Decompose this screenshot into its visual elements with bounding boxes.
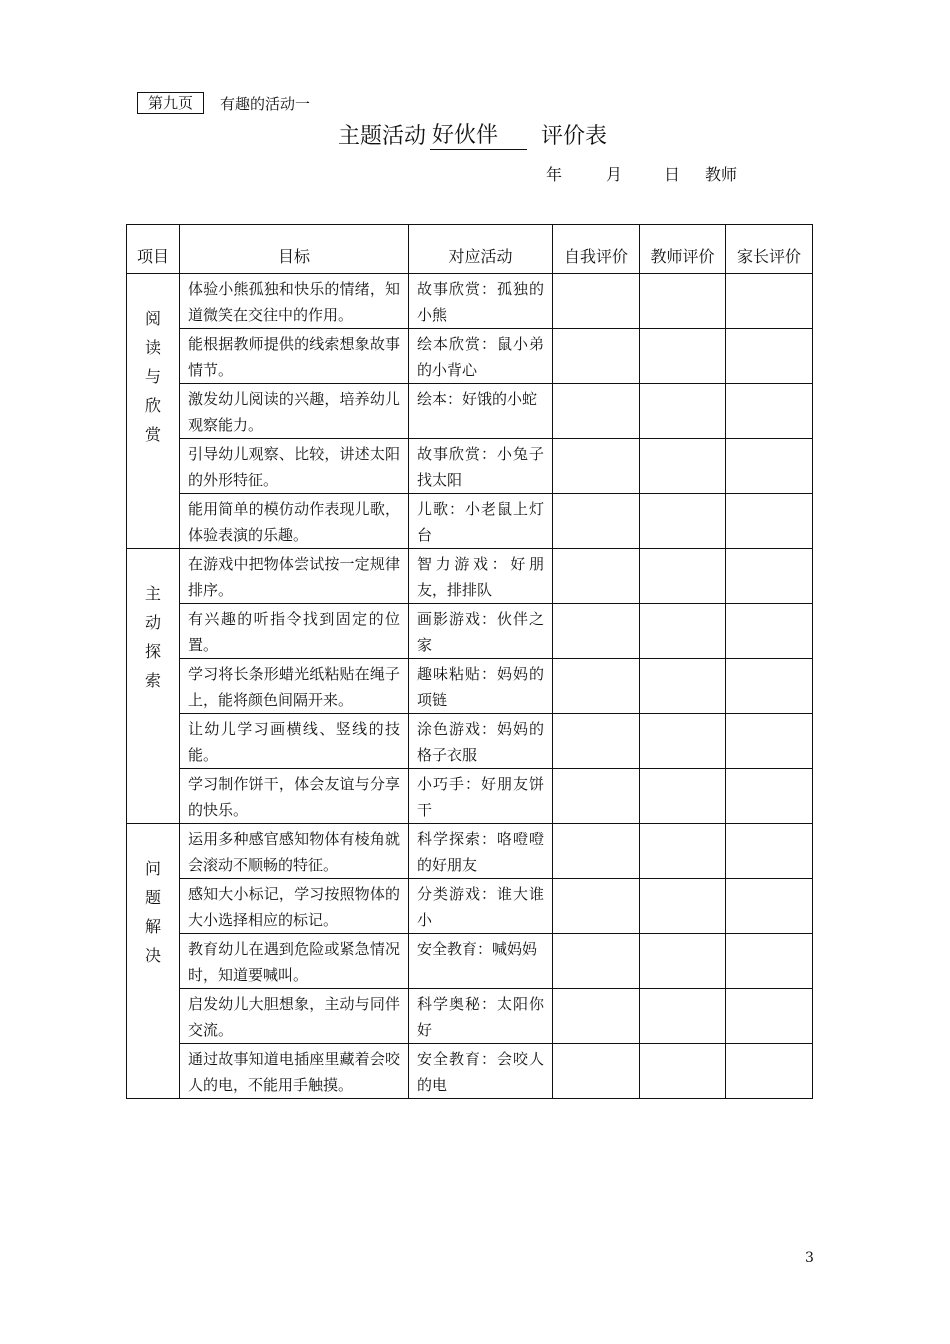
self-evaluation-cell[interactable] (553, 934, 640, 989)
parent-evaluation-cell[interactable] (726, 604, 813, 659)
category-char: 动 (144, 613, 161, 632)
teacher-evaluation-cell[interactable] (640, 714, 726, 769)
teacher-evaluation-cell[interactable] (640, 604, 726, 659)
teacher-evaluation-cell[interactable] (640, 659, 726, 714)
teacher-evaluation-cell[interactable] (640, 824, 726, 879)
table-row (127, 1044, 813, 1099)
parent-evaluation-cell[interactable] (726, 824, 813, 879)
parent-evaluation-cell[interactable] (726, 714, 813, 769)
teacher-label: 教师 (705, 165, 738, 184)
title-prefix: 主题活动 (338, 124, 427, 149)
teacher-evaluation-cell[interactable] (640, 274, 726, 329)
table-row (127, 824, 813, 879)
goal-cell: 通过故事知道电插座里藏着会咬人的电，不能用手触摸。 (180, 1044, 409, 1099)
self-evaluation-cell[interactable] (553, 989, 640, 1044)
evaluation-table (126, 224, 813, 1099)
self-evaluation-cell[interactable] (553, 329, 640, 384)
goal-cell: 教育幼儿在遇到危险或紧急情况时，知道要喊叫。 (180, 934, 409, 989)
goal-cell: 在游戏中把物体尝试按一定规律排序。 (180, 549, 409, 604)
page-title (338, 118, 607, 150)
parent-evaluation-cell[interactable] (726, 384, 813, 439)
date-teacher-line (546, 162, 737, 185)
theme-name-field: 好伙伴 (430, 118, 527, 150)
goal-cell: 体验小熊孤独和快乐的情绪，知道微笑在交往中的作用。 (180, 274, 409, 329)
date-year-label: 年 (546, 165, 563, 184)
self-evaluation-cell[interactable] (553, 659, 640, 714)
self-evaluation-cell[interactable] (553, 1044, 640, 1099)
category-char: 欣 (144, 396, 161, 415)
self-evaluation-cell[interactable] (553, 714, 640, 769)
goal-cell: 运用多种感官感知物体有棱角就会滚动不顺畅的特征。 (180, 824, 409, 879)
activity-cell: 安全教育：喊妈妈 (409, 934, 553, 989)
teacher-evaluation-cell[interactable] (640, 494, 726, 549)
parent-evaluation-cell[interactable] (726, 934, 813, 989)
parent-evaluation-cell[interactable] (726, 549, 813, 604)
category-cell (127, 824, 180, 1099)
category-cell (127, 549, 180, 824)
teacher-evaluation-cell[interactable] (640, 1044, 726, 1099)
parent-evaluation-cell[interactable] (726, 329, 813, 384)
goal-cell: 启发幼儿大胆想象，主动与同伴交流。 (180, 989, 409, 1044)
activity-cell: 故事欣赏：孤独的小熊 (409, 274, 553, 329)
page-number-box: 第九页 (137, 92, 204, 114)
table-row (127, 549, 813, 604)
table-row (127, 659, 813, 714)
page-number: 3 (805, 1250, 814, 1266)
parent-evaluation-cell[interactable] (726, 494, 813, 549)
column-header: 家长评价 (726, 225, 813, 274)
date-month-label: 月 (606, 165, 623, 184)
teacher-evaluation-cell[interactable] (640, 439, 726, 494)
self-evaluation-cell[interactable] (553, 824, 640, 879)
category-char: 索 (144, 671, 161, 690)
goal-cell: 激发幼儿阅读的兴趣，培养幼儿观察能力。 (180, 384, 409, 439)
goal-cell: 学习将长条形蜡光纸粘贴在绳子上，能将颜色间隔开来。 (180, 659, 409, 714)
date-day-label: 日 (664, 165, 681, 184)
teacher-evaluation-cell[interactable] (640, 934, 726, 989)
category-char: 解 (144, 917, 161, 936)
category-char: 决 (144, 946, 161, 965)
table-row (127, 384, 813, 439)
goal-cell: 感知大小标记，学习按照物体的大小选择相应的标记。 (180, 879, 409, 934)
goal-cell: 学习制作饼干，体会友谊与分享的快乐。 (180, 769, 409, 824)
table-row (127, 769, 813, 824)
category-char: 主 (144, 584, 161, 603)
teacher-evaluation-cell[interactable] (640, 329, 726, 384)
goal-cell: 能根据教师提供的线索想象故事情节。 (180, 329, 409, 384)
activity-cell: 故事欣赏：小兔子找太阳 (409, 439, 553, 494)
parent-evaluation-cell[interactable] (726, 659, 813, 714)
table-row (127, 714, 813, 769)
self-evaluation-cell[interactable] (553, 549, 640, 604)
teacher-evaluation-cell[interactable] (640, 879, 726, 934)
activity-cell: 科学探索：咯噔噔的好朋友 (409, 824, 553, 879)
category-char: 题 (144, 888, 161, 907)
parent-evaluation-cell[interactable] (726, 439, 813, 494)
table-row (127, 494, 813, 549)
column-header: 对应活动 (409, 225, 553, 274)
category-char: 赏 (144, 425, 161, 444)
table-row (127, 439, 813, 494)
table-row (127, 989, 813, 1044)
column-header: 教师评价 (640, 225, 726, 274)
goal-cell: 引导幼儿观察、比较，讲述太阳的外形特征。 (180, 439, 409, 494)
teacher-evaluation-cell[interactable] (640, 769, 726, 824)
goal-cell: 有兴趣的听指令找到固定的位置。 (180, 604, 409, 659)
table-row (127, 879, 813, 934)
page-label (137, 92, 310, 114)
parent-evaluation-cell[interactable] (726, 879, 813, 934)
teacher-evaluation-cell[interactable] (640, 989, 726, 1044)
self-evaluation-cell[interactable] (553, 439, 640, 494)
category-char: 读 (144, 338, 161, 357)
title-suffix: 评价表 (541, 124, 608, 149)
activity-cell: 绘本：好饿的小蛇 (409, 384, 553, 439)
table-row (127, 934, 813, 989)
category-char: 问 (144, 859, 161, 878)
activity-cell: 涂色游戏：妈妈的格子衣服 (409, 714, 553, 769)
page-subtitle: 有趣的活动一 (220, 94, 311, 113)
self-evaluation-cell[interactable] (553, 384, 640, 439)
self-evaluation-cell[interactable] (553, 879, 640, 934)
activity-cell: 绘本欣赏：鼠小弟的小背心 (409, 329, 553, 384)
column-header: 项目 (127, 225, 180, 274)
goal-cell: 让幼儿学习画横线、竖线的技能。 (180, 714, 409, 769)
activity-cell: 儿歌：小老鼠上灯台 (409, 494, 553, 549)
activity-cell: 画影游戏：伙伴之家 (409, 604, 553, 659)
parent-evaluation-cell[interactable] (726, 274, 813, 329)
activity-cell: 趣味粘贴：妈妈的项链 (409, 659, 553, 714)
parent-evaluation-cell[interactable] (726, 1044, 813, 1099)
parent-evaluation-cell[interactable] (726, 989, 813, 1044)
self-evaluation-cell[interactable] (553, 494, 640, 549)
teacher-evaluation-cell[interactable] (640, 549, 726, 604)
goal-cell: 能用简单的模仿动作表现儿歌，体验表演的乐趣。 (180, 494, 409, 549)
teacher-evaluation-cell[interactable] (640, 384, 726, 439)
activity-cell: 智力游戏：好朋友，排排队 (409, 549, 553, 604)
category-char: 探 (144, 642, 161, 661)
table-row (127, 329, 813, 384)
activity-cell: 安全教育：会咬人的电 (409, 1044, 553, 1099)
table-row (127, 274, 813, 329)
column-header: 目标 (180, 225, 409, 274)
table-body (127, 274, 813, 1099)
activity-cell: 分类游戏：谁大谁小 (409, 879, 553, 934)
self-evaluation-cell[interactable] (553, 274, 640, 329)
activity-cell: 小巧手：好朋友饼干 (409, 769, 553, 824)
parent-evaluation-cell[interactable] (726, 769, 813, 824)
column-header: 自我评价 (553, 225, 640, 274)
category-char: 阅 (144, 309, 161, 328)
category-char: 与 (144, 367, 161, 386)
activity-cell: 科学奥秘：太阳你好 (409, 989, 553, 1044)
self-evaluation-cell[interactable] (553, 604, 640, 659)
table-row (127, 604, 813, 659)
self-evaluation-cell[interactable] (553, 769, 640, 824)
category-cell (127, 274, 180, 549)
table-header-row (127, 225, 813, 274)
